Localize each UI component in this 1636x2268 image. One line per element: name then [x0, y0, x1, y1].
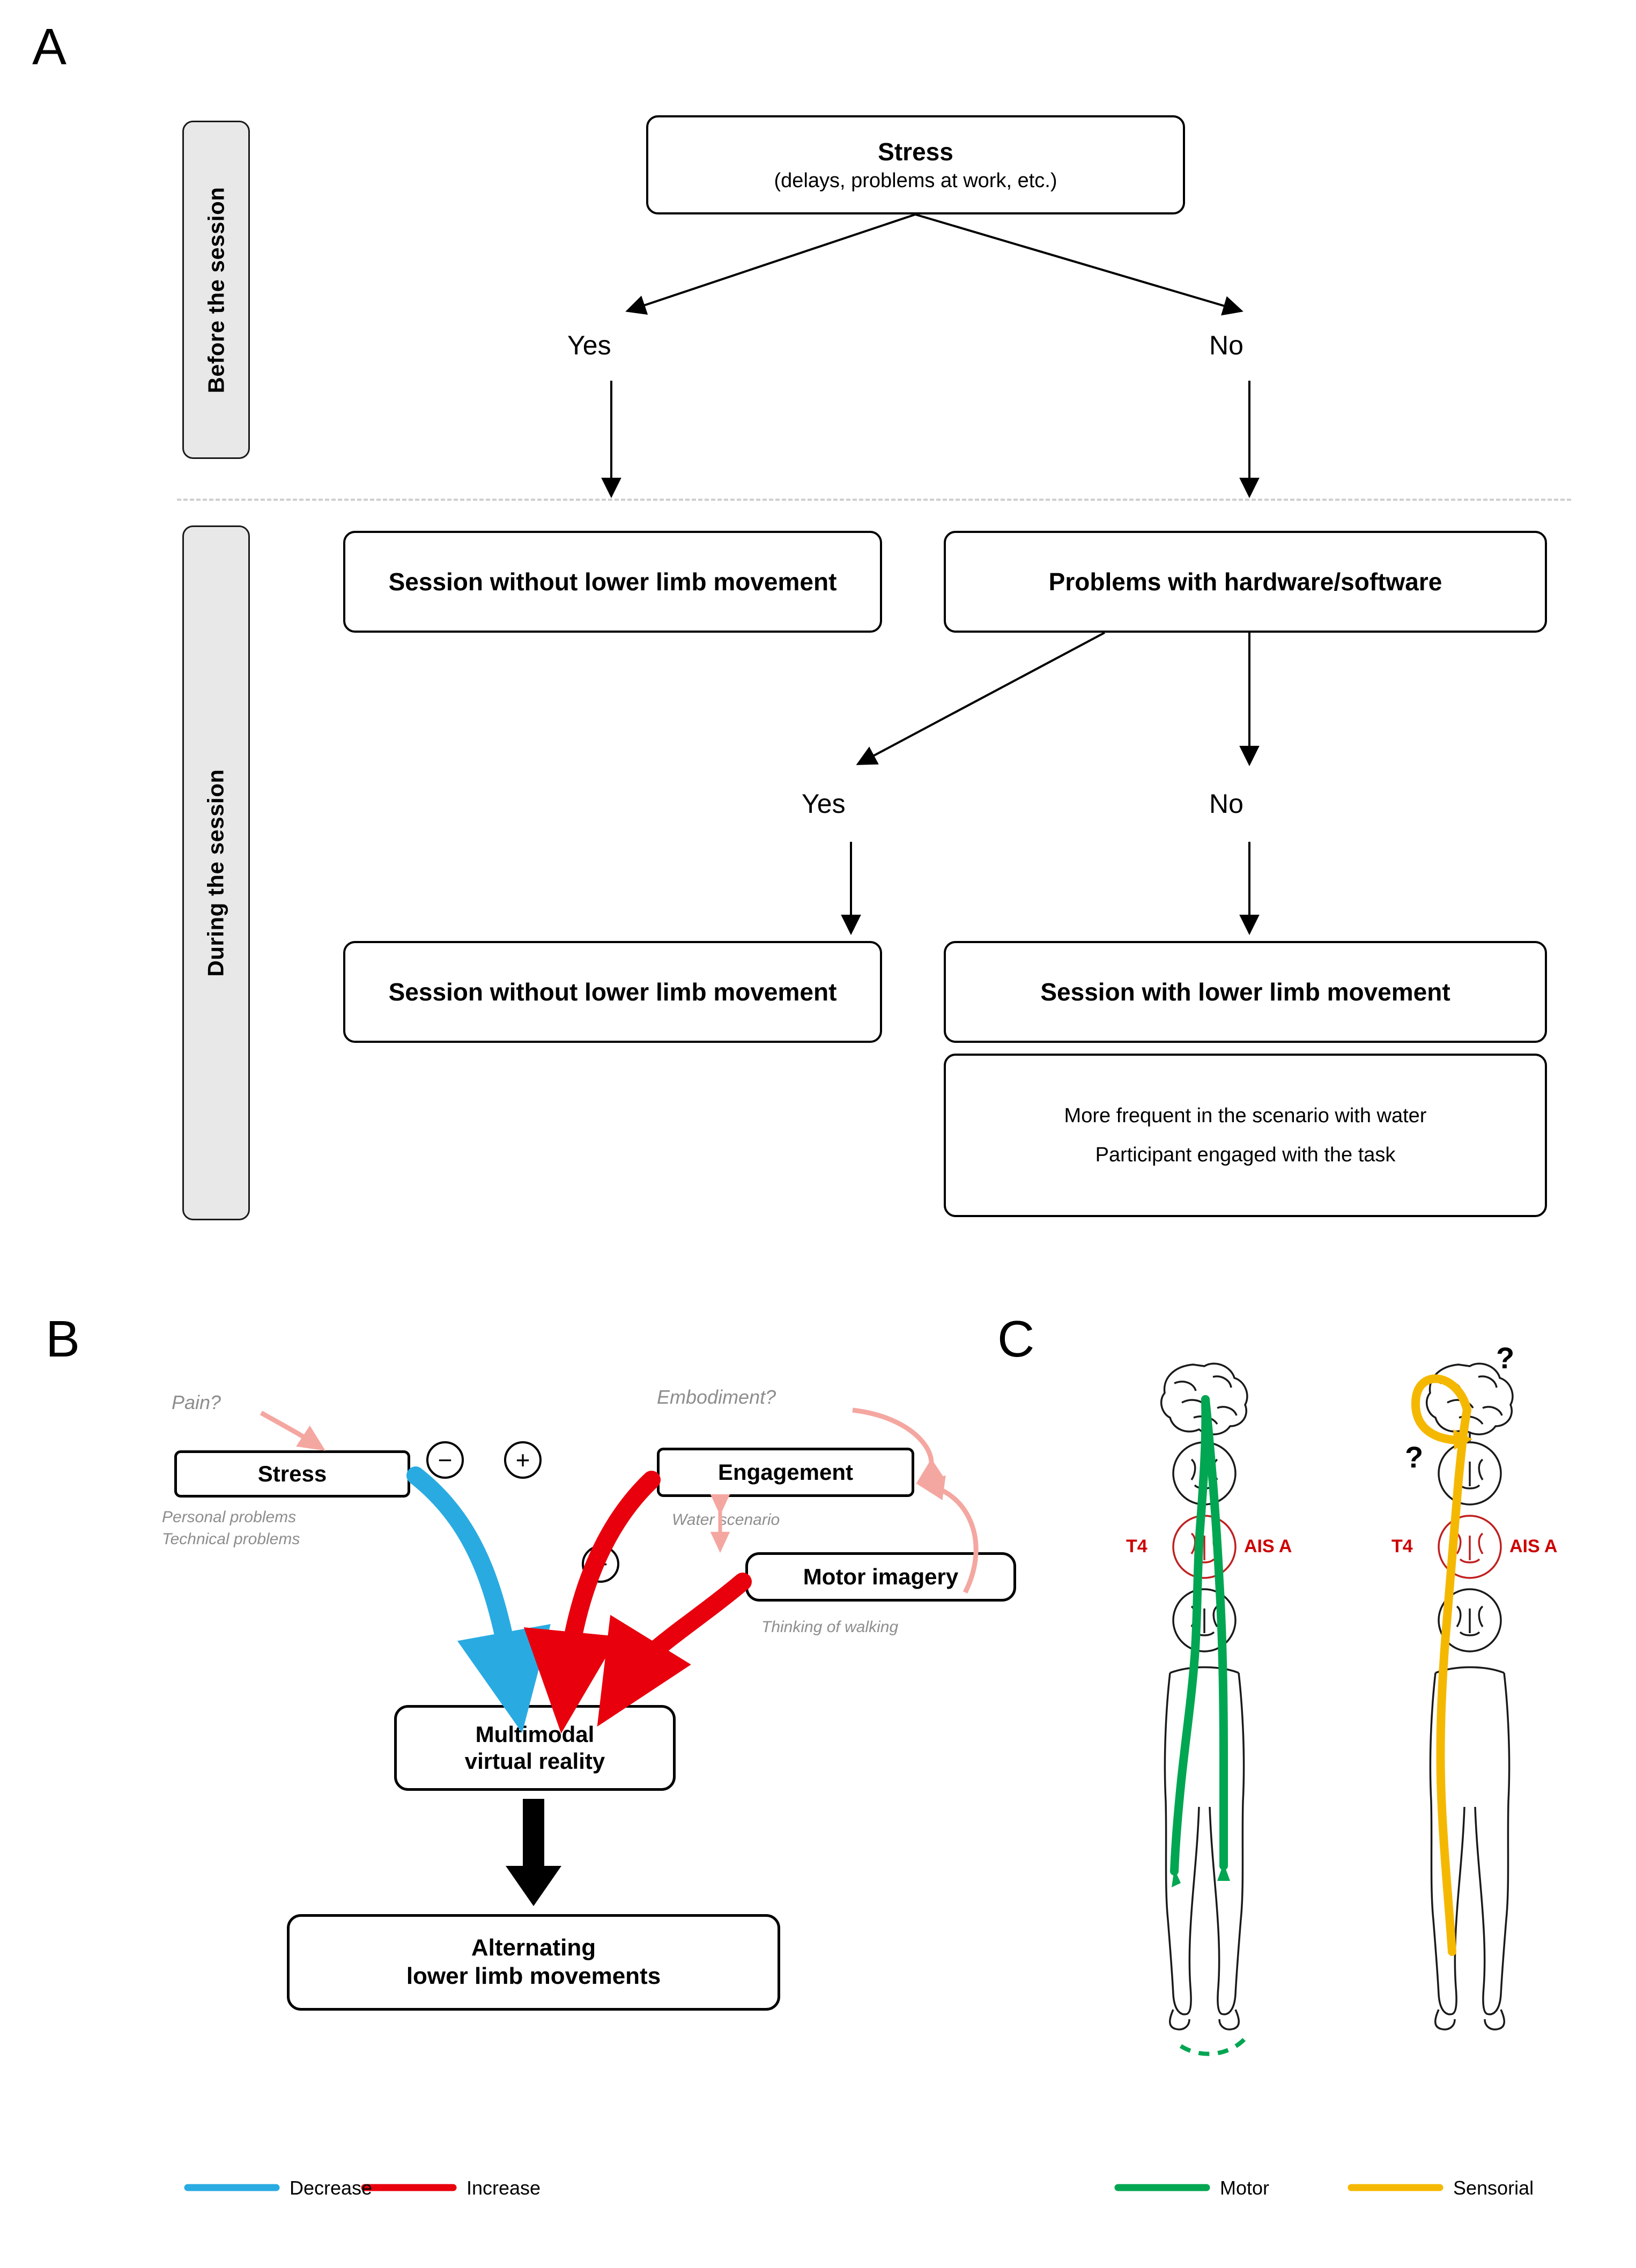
legend-label-increase: Increase — [467, 2177, 541, 2199]
section-divider — [177, 499, 1571, 501]
panel-c — [981, 1303, 1636, 2268]
bnode-multimodal-vr-line2: virtual reality — [464, 1748, 605, 1774]
bnode-stress: Stress — [174, 1450, 410, 1498]
right-spinal-level-label: T4 — [1391, 1536, 1413, 1557]
right-anatomy-group — [1427, 1363, 1513, 2029]
branch-label-hardware-no: No — [1209, 789, 1243, 819]
question-mark-cord: ? — [1405, 1440, 1424, 1474]
node-hardware-problems — [944, 531, 1547, 633]
annotation-stress-personal: Personal problems — [162, 1508, 297, 1526]
legend-label-sensorial: Sensorial — [1453, 2177, 1534, 2199]
branch-label-hardware-yes: Yes — [802, 789, 846, 819]
node-session-without-movement-1 — [343, 531, 882, 633]
bnode-alternating-line1: Alternating — [471, 1935, 596, 1961]
bnode-alternating-line2: lower limb movements — [406, 1963, 661, 1989]
bnode-multimodal-vr — [394, 1705, 676, 1791]
annotation-water-scenario: Water scenario — [672, 1511, 780, 1529]
node-stress — [646, 115, 1185, 214]
node-stress-subtitle: (delays, problems at work, etc.) — [774, 169, 1057, 192]
right-ais-label: AIS A — [1509, 1536, 1558, 1557]
panel-b-letter: B — [46, 1310, 80, 1368]
stage-label-before-text: Before the session — [203, 187, 229, 393]
legend-label-motor: Motor — [1220, 2177, 1270, 2199]
note-water-scenario: More frequent in the scenario with water — [1064, 1104, 1427, 1127]
sign-minus: − — [426, 1441, 464, 1479]
question-mark-brain: ? — [1496, 1341, 1515, 1375]
bnode-multimodal-vr-line1: Multimodal — [475, 1721, 595, 1747]
stage-label-during — [182, 525, 250, 1220]
left-ais-label: AIS A — [1244, 1536, 1292, 1557]
note-participant-engaged: Participant engaged with the task — [1095, 1143, 1396, 1166]
legend-label-decrease: Decrease — [290, 2177, 373, 2199]
annotation-thinking-of-walking: Thinking of walking — [761, 1618, 899, 1636]
stage-label-during-text: During the session — [203, 769, 228, 977]
panel-a-letter: A — [32, 18, 67, 76]
node-session-notes — [944, 1054, 1547, 1217]
node-hardware-problems-title: Problems with hardware/software — [1048, 567, 1442, 596]
bnode-motor-imagery: Motor imagery — [745, 1552, 1016, 1602]
annotation-stress-details — [162, 1507, 300, 1550]
panel-c-anatomy — [981, 1303, 1636, 2268]
node-session-without-movement-1-title: Session without lower limb movement — [388, 567, 837, 596]
panel-c-letter: C — [997, 1310, 1035, 1368]
node-stress-title: Stress — [878, 137, 953, 166]
bnode-engagement: Engagement — [657, 1448, 914, 1497]
branch-label-stress-yes: Yes — [567, 330, 611, 360]
annotation-embodiment: Embodiment? — [657, 1386, 776, 1408]
left-spinal-level-label: T4 — [1126, 1536, 1148, 1557]
node-session-with-movement-title: Session with lower limb movement — [1040, 977, 1450, 1006]
annotation-stress-technical: Technical problems — [162, 1530, 300, 1548]
node-session-with-movement — [944, 941, 1547, 1043]
sign-plus-motor-imagery: + — [582, 1545, 619, 1583]
annotation-pain: Pain? — [172, 1391, 221, 1413]
left-anatomy-group — [1161, 1363, 1247, 2029]
bnode-alternating-movements — [287, 1914, 780, 2011]
branch-label-stress-no: No — [1209, 330, 1243, 360]
panel-b — [0, 1303, 981, 2268]
sign-plus-engagement: + — [504, 1441, 542, 1479]
stage-label-before — [182, 121, 250, 459]
node-session-without-movement-2 — [343, 941, 882, 1043]
node-session-without-movement-2-title: Session without lower limb movement — [388, 977, 837, 1006]
